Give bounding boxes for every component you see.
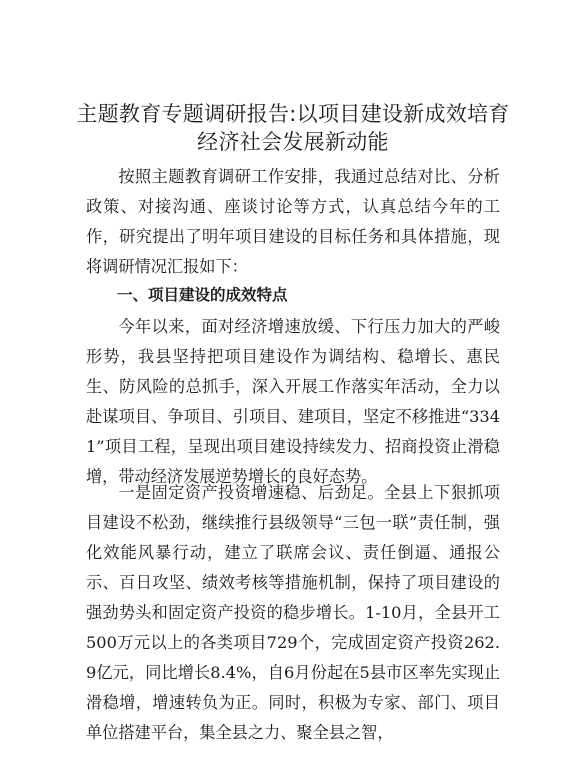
body-paragraph-investment: 一是固定资产投资增速稳、后劲足。全县上下狠抓项目建设不松劲，继续推行县级领导“三包一联”责任制，强化效能风暴行动，建立了联席会议、责任倒逼、通报公示、百日攻坚、绩效考核等措施机制，保持了项目建设的强劲势头和固定资产投资的稳步增长。1-10月，全县开工500万元以上的各类项目729个，完成固定资产投资262.9亿元，同比增长8.4%，自6月份起在5县市区率先实现止滑稳增，增速转负为正。同时，积极为专家、部门、项目单位搭建平台，集全县之力、聚全县之智， xyxy=(86,483,500,742)
document-title: 主题教育专题调研报告:以项目建设新成效培育经济社会发展新动能 xyxy=(76,102,510,154)
body-paragraph-overview: 今年以来，面对经济增速放缓、下行压力加大的严峻形势，我县坚持把项目建设作为调结构、稳增长、惠民生、防风险的总抓手，深入开展工作落实年活动，全力以赴谋项目、争项目、引项目、建项目，坚定不移推进“3341”项目工程，呈现出项目建设持续发力、招商投资止滑稳增，带动经济发展逆势增长的良好态势。 xyxy=(86,317,500,486)
section-heading: 一、项目建设的成效特点 xyxy=(117,286,288,304)
intro-paragraph: 按照主题教育调研工作安排，我通过总结对比、分析政策、对接沟通、座谈讨论等方式，认真总结今年的工作，研究提出了明年项目建设的目标任务和具体措施，现将调研情况汇报如下： xyxy=(86,167,500,276)
